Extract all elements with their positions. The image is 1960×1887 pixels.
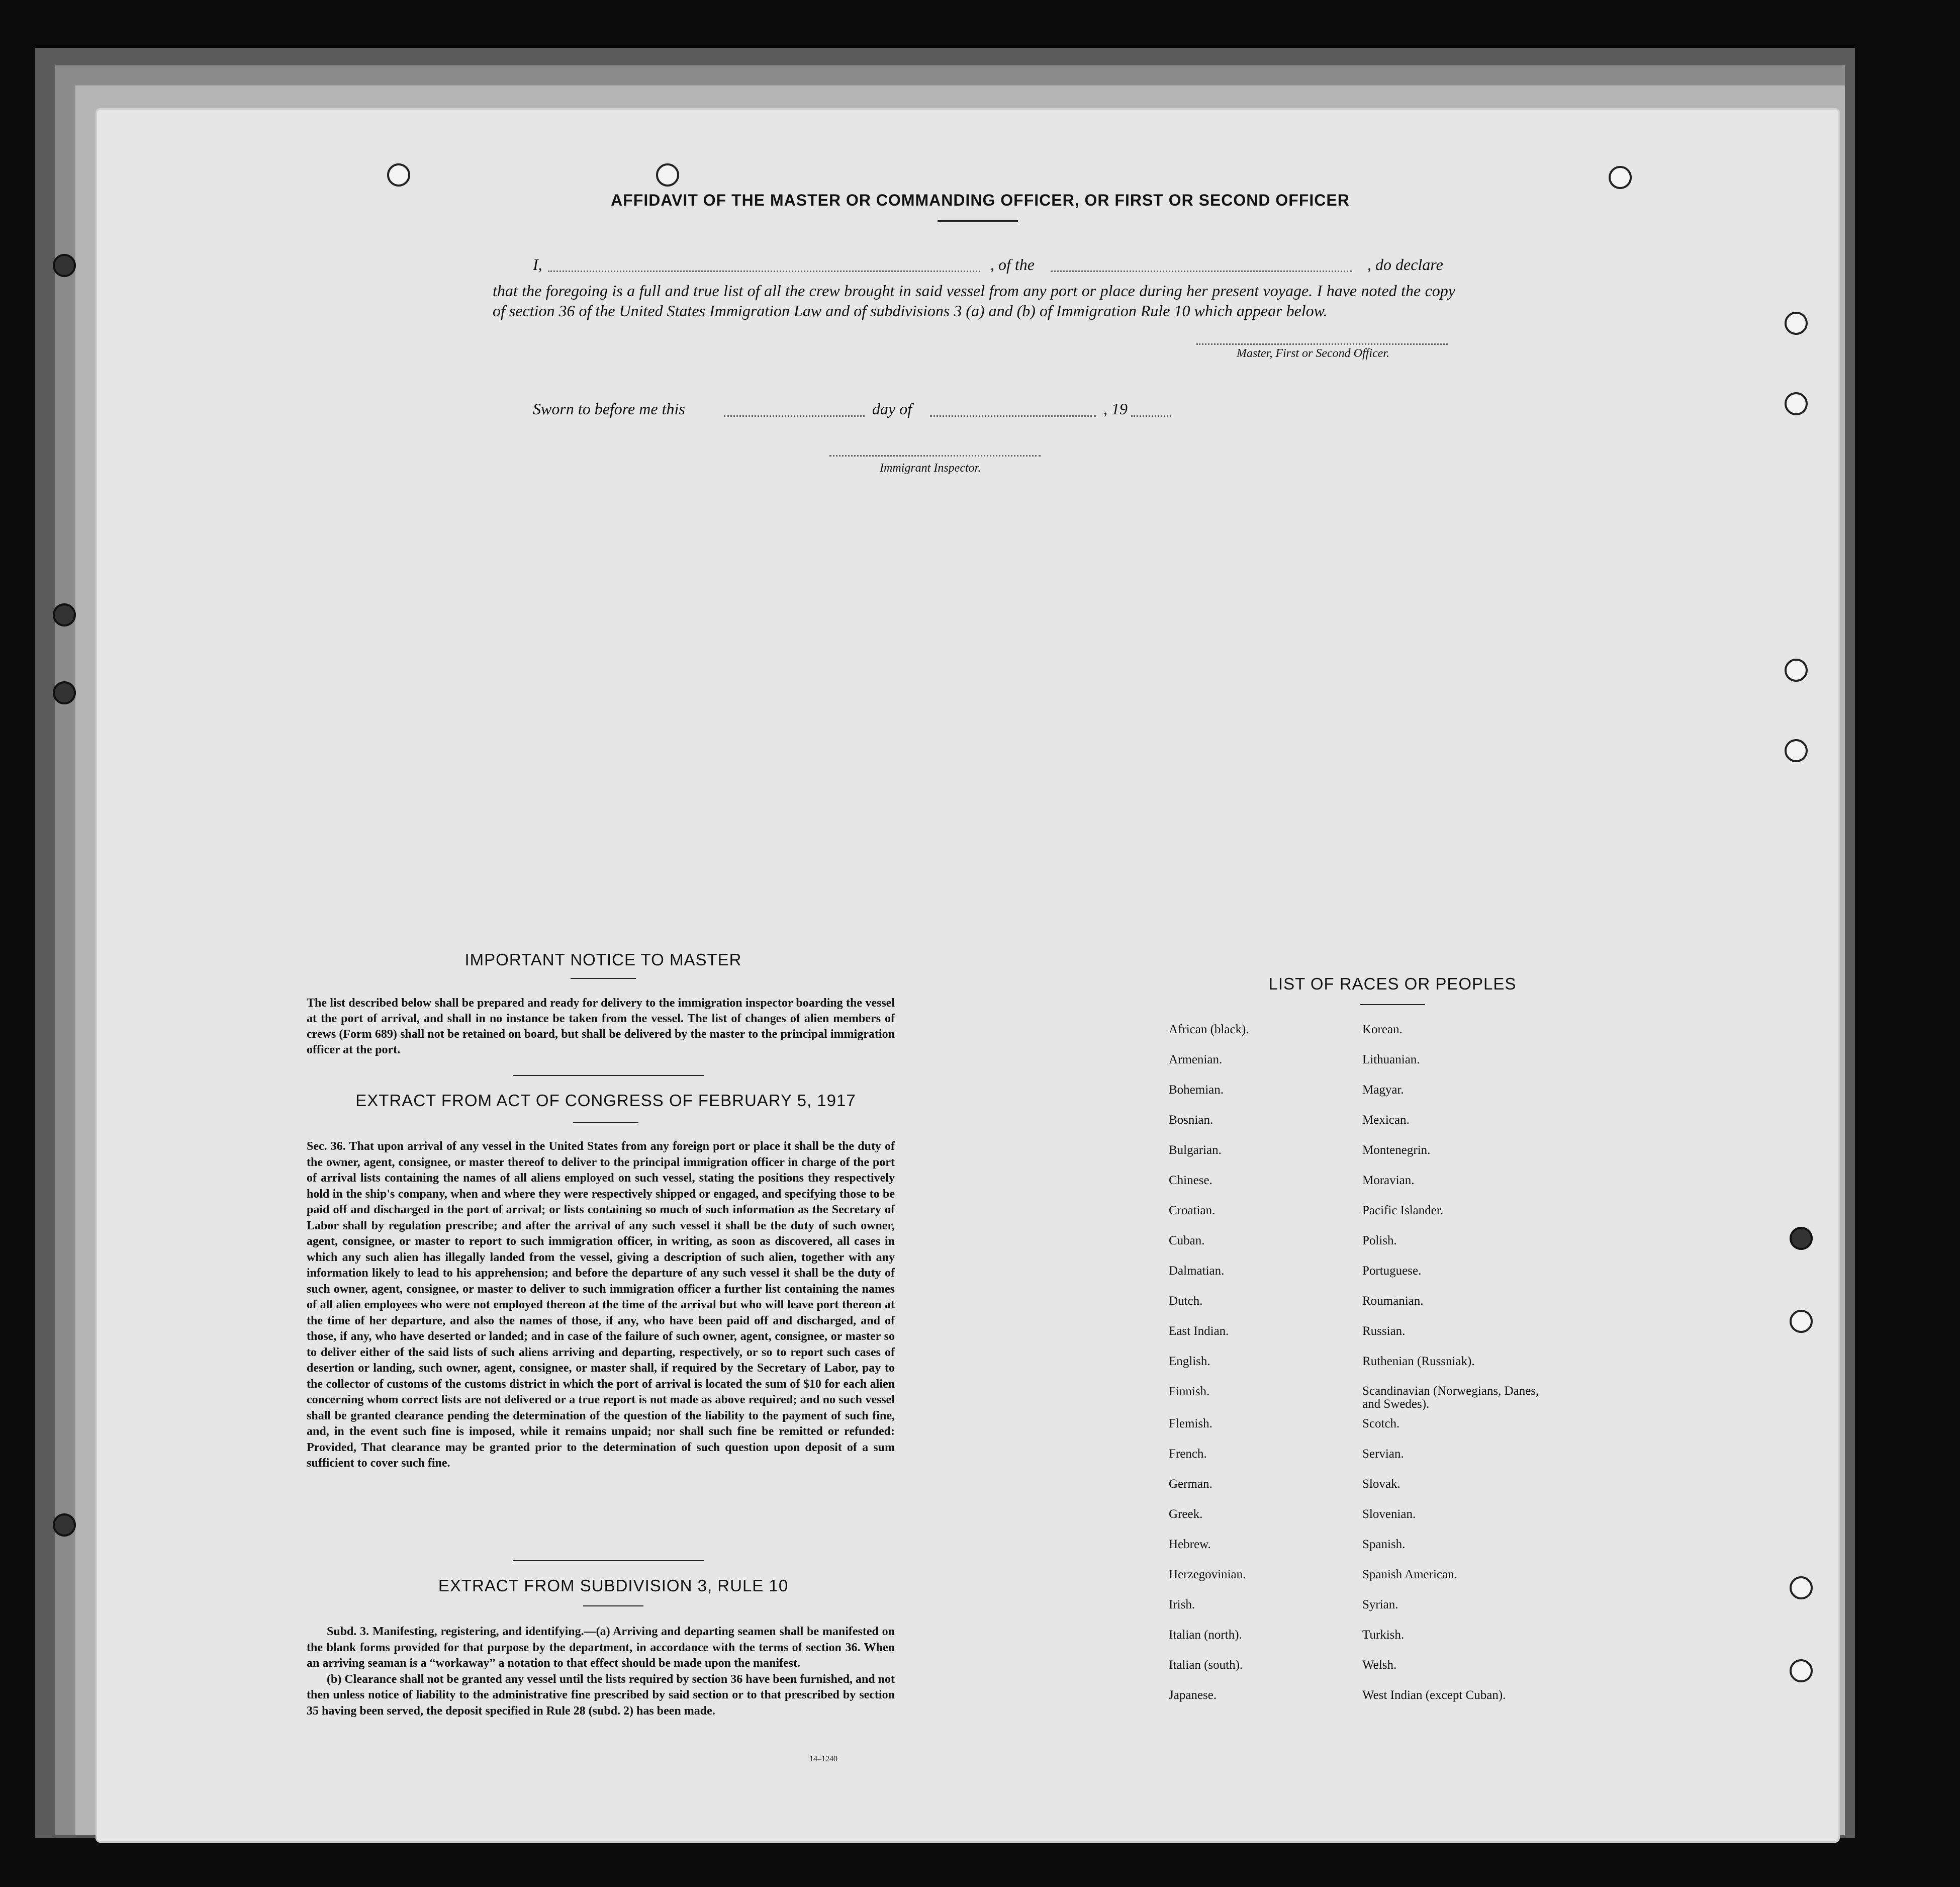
inspector-blank <box>829 455 1041 457</box>
race-item: Herzegovinian. <box>1169 1568 1246 1581</box>
affidavit-title: AFFIDAVIT OF THE MASTER OR COMMANDING OFFICER, OR FIRST OR SECOND OFFICER <box>611 191 1350 209</box>
race-item: Greek. <box>1169 1507 1203 1521</box>
race-item: Moravian. <box>1362 1174 1415 1187</box>
race-item: Roumanian. <box>1362 1294 1424 1308</box>
punch-hole <box>1790 1659 1813 1682</box>
race-item: Mexican. <box>1362 1113 1410 1127</box>
race-item: English. <box>1169 1355 1210 1368</box>
affidavit-body: that the foregoing is a full and true list of all the crew brought in said vessel from any port or place during her present voyage. I have noted the copy of section 36 of the United States Immigration Law and of subdivisions 3 (a) and (b) of Immigration Rule 10 which appear below. <box>493 282 1455 320</box>
name-blank <box>548 271 980 272</box>
race-item: Armenian. <box>1169 1053 1223 1066</box>
race-item: German. <box>1169 1477 1212 1491</box>
race-item: West Indian (except Cuban). <box>1362 1688 1506 1702</box>
race-item: Hebrew. <box>1169 1538 1211 1551</box>
binder-hole <box>53 681 76 704</box>
race-item: Korean. <box>1362 1023 1403 1036</box>
race-item: Cuban. <box>1169 1234 1205 1247</box>
race-item: Lithuanian. <box>1362 1053 1420 1066</box>
form-number: 14–1240 <box>809 1755 837 1763</box>
punch-hole <box>656 163 679 187</box>
sworn-month-blank <box>930 415 1096 417</box>
races-title: LIST OF RACES OR PEOPLES <box>1268 974 1517 993</box>
race-item: Italian (north). <box>1169 1628 1242 1642</box>
punch-hole <box>1785 312 1808 335</box>
extract2-para-a: Subd. 3. Manifesting, registering, and identifying.—(a) Arriving and departing seamen shall be manifested on the blank forms provided for that purpose by the department, in accordance with the terms of section 36. When an arriving seaman is a “workaway” a notation to that effect should be made upon the manifest. <box>307 1625 895 1670</box>
race-item: Slovenian. <box>1362 1507 1416 1521</box>
race-item: Bosnian. <box>1169 1113 1214 1127</box>
race-item: Spanish. <box>1362 1538 1406 1551</box>
sworn-day-of: day of <box>872 400 912 418</box>
sworn-text: Sworn to before me this <box>533 400 685 418</box>
notice-body: The list described below shall be prepared and ready for delivery to the immigration inspector boarding the vessel at the port of arrival, and shall in no instance be taken from the vessel. The list of changes of alien members of crews (Form 689) shall not be retained on board, but shall be delivered by the master to the principal immigration officer at the port. <box>307 997 895 1056</box>
extract2-title: EXTRACT FROM SUBDIVISION 3, RULE 10 <box>438 1576 789 1595</box>
punch-hole <box>1785 739 1808 762</box>
race-item: Slovak. <box>1362 1477 1401 1491</box>
extract1-rule <box>573 1122 638 1123</box>
binder-hole <box>53 603 76 626</box>
affidavit-of-the: , of the <box>990 255 1035 274</box>
race-item: Portuguese. <box>1362 1264 1422 1278</box>
race-item: Bulgarian. <box>1169 1143 1222 1157</box>
races-rule <box>1360 1004 1425 1005</box>
race-item: Magyar. <box>1362 1083 1404 1097</box>
extract2-para-b: (b) Clearance shall not be granted any vessel until the lists required by section 36 have been furnished, and not then unless notice of liability to the administrative fine prescribed by said section or to that prescribed by section 35 having been served, the deposit specified in Rule 28 (subd. 2) has been made. <box>307 1672 895 1718</box>
punch-hole <box>1790 1227 1813 1250</box>
race-item: French. <box>1169 1447 1207 1461</box>
race-item: Bohemian. <box>1169 1083 1224 1097</box>
notice-title: IMPORTANT NOTICE TO MASTER <box>464 950 742 969</box>
extract1-body: Sec. 36. That upon arrival of any vessel in the United States from any foreign port or place it shall be the duty of the owner, agent, consignee, or master thereof to deliver to the principal immigration officer in charge of the port of arrival lists containing the names of all aliens employed on such vessel, stating the positions they respectively hold in the ship's company, when and where they were respectively shipped or engaged, and specifying those to be paid off and discharged in the port of arrival; or lists containing so much of such information as the Secretary of Labor shall by regulation prescribe; and after the arrival of any such vessel it shall be the duty of such owner, agent, consignee, or master to report to such immigration officer, in writing, as soon as discovered, all cases in which any such alien has illegally landed from the vessel, giving a description of such alien, together with any information likely to lead to his apprehension; and before the departure of any such vessel it shall be the duty of such owner, agent, consignee, or master to deliver to such immigration officer a further list containing the names of all alien employees who were not employed thereon at the time of the arrival but who will leave port thereon at the time of her departure, and also the names of those, if any, who have been paid off and discharged, and of those, if any, who have deserted or landed; and in case of the failure of such owner, agent, consignee, or master so to deliver either of the said lists of such aliens arriving and departing, respectively, or so to report such cases of desertion or landing, such owner, agent, consignee, or master shall, if required by the Secretary of Labor, pay to the collector of customs of the customs district in which the port of arrival is located the sum of $10 for each alien concerning whom correct lists are not delivered or a true report is not made as above required; and no such vessel shall be granted clearance pending the determination of the question of the liability to the payment of such fine, and, in the event such fine is imposed, while it remains unpaid; nor shall such fine be remitted or refunded: Provided, That clearance may be granted prior to the determination of such question upon deposit of a sum sufficient to cover such fine. <box>307 1140 895 1470</box>
sworn-year-blank <box>1131 415 1171 417</box>
race-item: Servian. <box>1362 1447 1404 1461</box>
race-item: Montenegrin. <box>1362 1143 1431 1157</box>
race-item: Dutch. <box>1169 1294 1203 1308</box>
inspector-label: Immigrant Inspector. <box>880 462 981 475</box>
extract2-rule <box>583 1605 643 1606</box>
title-rule <box>938 220 1018 222</box>
race-item: Irish. <box>1169 1598 1195 1611</box>
extract2-body <box>307 1624 895 1719</box>
section-divider <box>513 1075 704 1076</box>
race-item: Chinese. <box>1169 1174 1212 1187</box>
affidavit-i: I, <box>533 255 542 274</box>
race-item: Spanish American. <box>1362 1568 1457 1581</box>
race-item: Scandinavian (Norwegians, Danes, and Swedes). <box>1362 1384 1539 1411</box>
binder-hole <box>53 1513 76 1537</box>
race-item: Croatian. <box>1169 1204 1216 1217</box>
sworn-day-blank <box>724 415 865 417</box>
signature-blank <box>1196 343 1448 345</box>
race-item: African (black). <box>1169 1023 1249 1036</box>
race-item: Syrian. <box>1362 1598 1398 1611</box>
race-item: Polish. <box>1362 1234 1397 1247</box>
race-item: Scotch. <box>1362 1417 1400 1430</box>
race-item: Pacific Islander. <box>1362 1204 1444 1217</box>
section-divider <box>513 1560 704 1561</box>
race-item: Russian. <box>1362 1324 1406 1338</box>
punch-hole <box>1790 1576 1813 1599</box>
race-item: Finnish. <box>1169 1385 1210 1398</box>
signature-label: Master, First or Second Officer. <box>1237 347 1389 360</box>
punch-hole <box>1609 166 1632 189</box>
race-item: Italian (south). <box>1169 1658 1243 1672</box>
punch-hole <box>1790 1310 1813 1333</box>
race-item: Turkish. <box>1362 1628 1405 1642</box>
race-item: East Indian. <box>1169 1324 1229 1338</box>
race-item: Welsh. <box>1362 1658 1397 1672</box>
vessel-blank <box>1051 271 1352 272</box>
punch-hole <box>387 163 410 187</box>
race-item: Ruthenian (Russniak). <box>1362 1355 1475 1368</box>
extract1-title: EXTRACT FROM ACT OF CONGRESS OF FEBRUARY 5, 1917 <box>355 1091 856 1110</box>
notice-rule <box>571 978 636 979</box>
punch-hole <box>1785 392 1808 415</box>
binder-hole <box>53 254 76 277</box>
race-item: Japanese. <box>1169 1688 1217 1702</box>
affidavit-do-declare: , do declare <box>1367 255 1443 274</box>
race-item: Dalmatian. <box>1169 1264 1225 1278</box>
sworn-year: , 19 <box>1103 400 1128 418</box>
punch-hole <box>1785 659 1808 682</box>
race-item: Flemish. <box>1169 1417 1212 1430</box>
